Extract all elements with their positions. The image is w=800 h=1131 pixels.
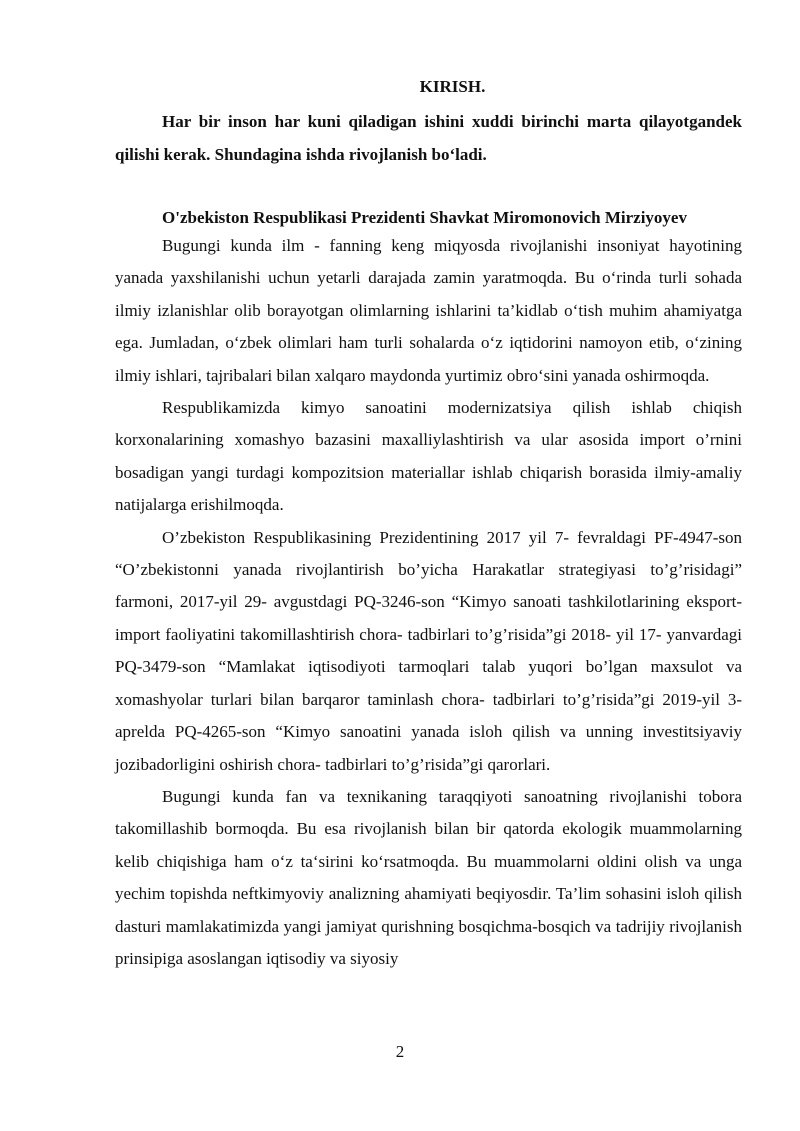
paragraph: O’zbekiston Respublikasining Prezidentining 2017 yil 7- fevraldagi PF-4947-son “O’zbekistonni yanada rivojlantirish bo’yicha Harakatlar strategiyasi to’g’risidagi” farmoni, 2017-yil 29- avgustdagi PQ-3246-son “Kimyo sanoati tashkilotlarining eksport-import faoliyatini takomillashtirish chora- tadbirlari to’g’risida”gi 2018- yil 17- yanvardagi PQ-3479-son “Mamlakat iqtisodiyoti tarmoqlari talab yuqori bo’lgan maxsulot va xomashyolar turlari bilan barqaror taminlash chora- tadbirlari to’g’risida”gi 2019-yil 3-aprelda PQ-4265-son “Kimyo sanoatini yanada isloh qilish va unning investitsiyaviy jozibadorligini oshirish chora- tadbirlari to’g’risida”gi qarorlari. <box>115 527 742 774</box>
body-text <box>115 230 742 975</box>
epigraph-quote: Har bir inson har kuni qiladigan ishini xuddi birinchi marta qilayotgandek qilishi kerak. Shundagina ishda rivojlanish bo‘ladi. <box>115 112 742 164</box>
paragraph: Bugungi kunda ilm - fanning keng miqyosda rivojlanishi insoniyat hayotining yanada yaxshilanishi uchun yetarli darajada zamin yaratmoqda. Bu o‘rinda turli sohada ilmiy izlanishlar olib borayotgan olimlarning ishlarini ta’kidlab o‘tish muhim ahamiyatga ega. Jumladan, o‘zbek olimlari ham turli sohalarda o‘z iqtidorini namoyon etib, o‘zining ilmiy ishlari, tajribalari bilan xalqaro maydonda yurtimiz obro‘sini yanada oshirmoqda. <box>115 236 742 385</box>
paragraph: Respublikamizda kimyo sanoatini modernizatsiya qilish ishlab chiqish korxonalarining xomashyo bazasini maxalliylashtirish va ular asosida import o’rnini bosadigan yangi turdagi kompozitsion materiallar ishlab chiqarish borasida ilmiy-amaliy natijalarga erishilmoqda. <box>115 398 742 515</box>
epigraph-author: O'zbekiston Respublikasi Prezidenti Shavkat Miromonovich Mirziyoyev <box>162 208 687 227</box>
page-number: 2 <box>395 1042 405 1061</box>
section-title: KIRISH. <box>419 77 486 96</box>
paragraph: Bugungi kunda fan va texnikaning taraqqiyoti sanoatning rivojlanishi tobora takomillashib bormoqda. Bu esa rivojlanish bilan bir qatorda ekologik muammolarning kelib chiqishiga ham o‘z ta‘sirini ko‘rsatmoqda. Bu muammolarni oldini olish va unga yechim topishda neftkimyoviy analizning ahamiyati beqiyosdir. Ta’lim sohasini isloh qilish dasturi mamlakatimizda yangi jamiyat qurishning bosqichma-bosqich va tadrijiy rivojlanish prinsipiga asoslangan iqtisodiy va siyosiy <box>115 786 742 968</box>
